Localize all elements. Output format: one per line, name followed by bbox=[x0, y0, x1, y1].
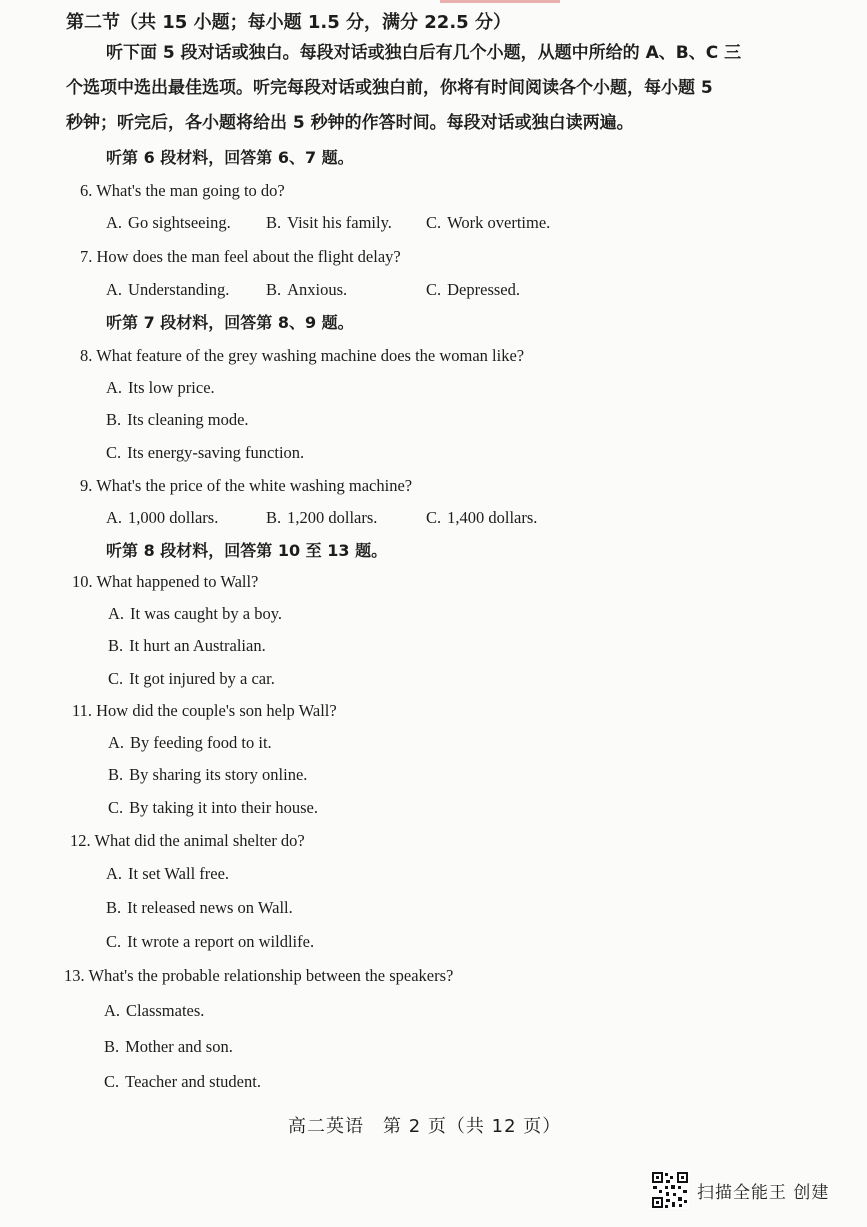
question-text: What feature of the grey washing machine does the woman like? bbox=[96, 346, 525, 365]
option-13b bbox=[104, 1037, 233, 1057]
option-text: 1,000 dollars. bbox=[128, 508, 219, 527]
option-6c bbox=[426, 213, 550, 233]
option-7b bbox=[266, 280, 347, 300]
option-letter: C. bbox=[106, 443, 122, 462]
question-number: 13. bbox=[64, 966, 85, 985]
option-text: By feeding food to it. bbox=[130, 733, 272, 752]
option-text: Understanding. bbox=[128, 280, 230, 299]
option-text: Work overtime. bbox=[447, 213, 551, 232]
option-7c bbox=[426, 280, 520, 300]
instructions-line-3: 秒钟；听完后，各小题将给出 5 秒钟的作答时间。每段对话或独白读两遍。 bbox=[66, 113, 634, 133]
option-6a bbox=[106, 213, 231, 233]
option-13c bbox=[104, 1072, 261, 1092]
option-text: Mother and son. bbox=[125, 1037, 233, 1056]
question-text: What happened to Wall? bbox=[96, 572, 259, 591]
option-letter: C. bbox=[426, 213, 442, 232]
option-9b bbox=[266, 508, 377, 528]
question-number: 8. bbox=[80, 346, 93, 365]
option-8c bbox=[106, 443, 304, 463]
question-text: What did the animal shelter do? bbox=[94, 831, 305, 850]
question-7 bbox=[80, 247, 401, 267]
option-12b bbox=[106, 898, 293, 918]
option-11a bbox=[108, 733, 272, 753]
option-text: By taking it into their house. bbox=[129, 798, 318, 817]
option-text: Go sightseeing. bbox=[128, 213, 231, 232]
option-text: Teacher and student. bbox=[125, 1072, 261, 1091]
question-text: What's the man going to do? bbox=[96, 181, 285, 200]
option-text: It was caught by a boy. bbox=[130, 604, 283, 623]
option-letter: C. bbox=[108, 798, 124, 817]
question-9 bbox=[80, 476, 412, 496]
instructions-line-2: 个选项中选出最佳选项。听完每段对话或独白前，你将有时间阅读各个小题，每小题 5 bbox=[66, 78, 713, 98]
question-number: 7. bbox=[80, 247, 93, 266]
option-10c bbox=[108, 669, 275, 689]
option-letter: B. bbox=[266, 280, 282, 299]
option-7a bbox=[106, 280, 229, 300]
question-text: How does the man feel about the flight delay? bbox=[96, 247, 401, 266]
question-13 bbox=[64, 966, 453, 986]
option-text: Classmates. bbox=[126, 1001, 205, 1020]
option-letter: A. bbox=[106, 508, 123, 527]
option-text: 1,200 dollars. bbox=[287, 508, 378, 527]
option-9c bbox=[426, 508, 537, 528]
option-text: By sharing its story online. bbox=[129, 765, 308, 784]
scan-edge-mark bbox=[440, 0, 560, 3]
question-6 bbox=[80, 181, 285, 201]
option-8a bbox=[106, 378, 215, 398]
option-text: It hurt an Australian. bbox=[129, 636, 266, 655]
option-text: It got injured by a car. bbox=[129, 669, 275, 688]
option-letter: A. bbox=[106, 864, 123, 883]
option-letter: A. bbox=[104, 1001, 121, 1020]
page-footer: 高二英语 第 2 页（共 12 页） bbox=[288, 1116, 562, 1137]
option-letter: A. bbox=[108, 604, 125, 623]
question-number: 10. bbox=[72, 572, 93, 591]
qr-code-icon bbox=[651, 1171, 689, 1209]
question-10 bbox=[72, 572, 258, 592]
question-text: What's the probable relationship between the speakers? bbox=[88, 966, 454, 985]
question-12 bbox=[70, 831, 305, 851]
option-letter: B. bbox=[106, 898, 122, 917]
option-8b bbox=[106, 410, 249, 430]
option-letter: B. bbox=[108, 765, 124, 784]
option-letter: C. bbox=[104, 1072, 120, 1091]
option-6b bbox=[266, 213, 392, 233]
option-letter: C. bbox=[426, 508, 442, 527]
option-12c bbox=[106, 932, 314, 952]
option-letter: C. bbox=[108, 669, 124, 688]
option-letter: C. bbox=[106, 932, 122, 951]
option-text: Anxious. bbox=[287, 280, 348, 299]
option-12a bbox=[106, 864, 229, 884]
option-letter: A. bbox=[108, 733, 125, 752]
group-label-6: 听第 6 段材料，回答第 6、7 题。 bbox=[106, 148, 354, 167]
option-text: It released news on Wall. bbox=[127, 898, 293, 917]
question-number: 12. bbox=[70, 831, 91, 850]
section-title: 第二节（共 15 小题；每小题 1.5 分，满分 22.5 分） bbox=[66, 12, 511, 33]
option-text: It wrote a report on wildlife. bbox=[127, 932, 315, 951]
option-10b bbox=[108, 636, 266, 656]
option-letter: B. bbox=[104, 1037, 120, 1056]
option-text: Its cleaning mode. bbox=[127, 410, 249, 429]
option-letter: A. bbox=[106, 280, 123, 299]
question-text: How did the couple's son help Wall? bbox=[96, 701, 337, 720]
option-13a bbox=[104, 1001, 204, 1021]
question-8 bbox=[80, 346, 524, 366]
option-text: Depressed. bbox=[447, 280, 520, 299]
option-letter: B. bbox=[266, 213, 282, 232]
option-text: It set Wall free. bbox=[128, 864, 230, 883]
option-letter: B. bbox=[266, 508, 282, 527]
scanner-text: 扫描全能王 创建 bbox=[697, 1182, 830, 1203]
option-letter: A. bbox=[106, 378, 123, 397]
option-10a bbox=[108, 604, 282, 624]
instructions-line-1: 听下面 5 段对话或独白。每段对话或独白后有几个小题，从题中所给的 A、B、C 三 bbox=[106, 43, 742, 63]
option-letter: C. bbox=[426, 280, 442, 299]
question-number: 11. bbox=[72, 701, 93, 720]
option-letter: B. bbox=[106, 410, 122, 429]
option-text: Its low price. bbox=[128, 378, 215, 397]
question-text: What's the price of the white washing machine? bbox=[96, 476, 413, 495]
option-text: 1,400 dollars. bbox=[447, 508, 538, 527]
question-number: 9. bbox=[80, 476, 93, 495]
question-number: 6. bbox=[80, 181, 93, 200]
option-11b bbox=[108, 765, 307, 785]
option-letter: A. bbox=[106, 213, 123, 232]
option-11c bbox=[108, 798, 318, 818]
group-label-8: 听第 8 段材料，回答第 10 至 13 题。 bbox=[106, 541, 388, 560]
option-text: Visit his family. bbox=[287, 213, 392, 232]
question-11 bbox=[72, 701, 337, 721]
option-letter: B. bbox=[108, 636, 124, 655]
option-text: Its energy-saving function. bbox=[127, 443, 305, 462]
option-9a bbox=[106, 508, 218, 528]
group-label-7: 听第 7 段材料，回答第 8、9 题。 bbox=[106, 313, 354, 332]
scanner-watermark bbox=[651, 1170, 829, 1210]
